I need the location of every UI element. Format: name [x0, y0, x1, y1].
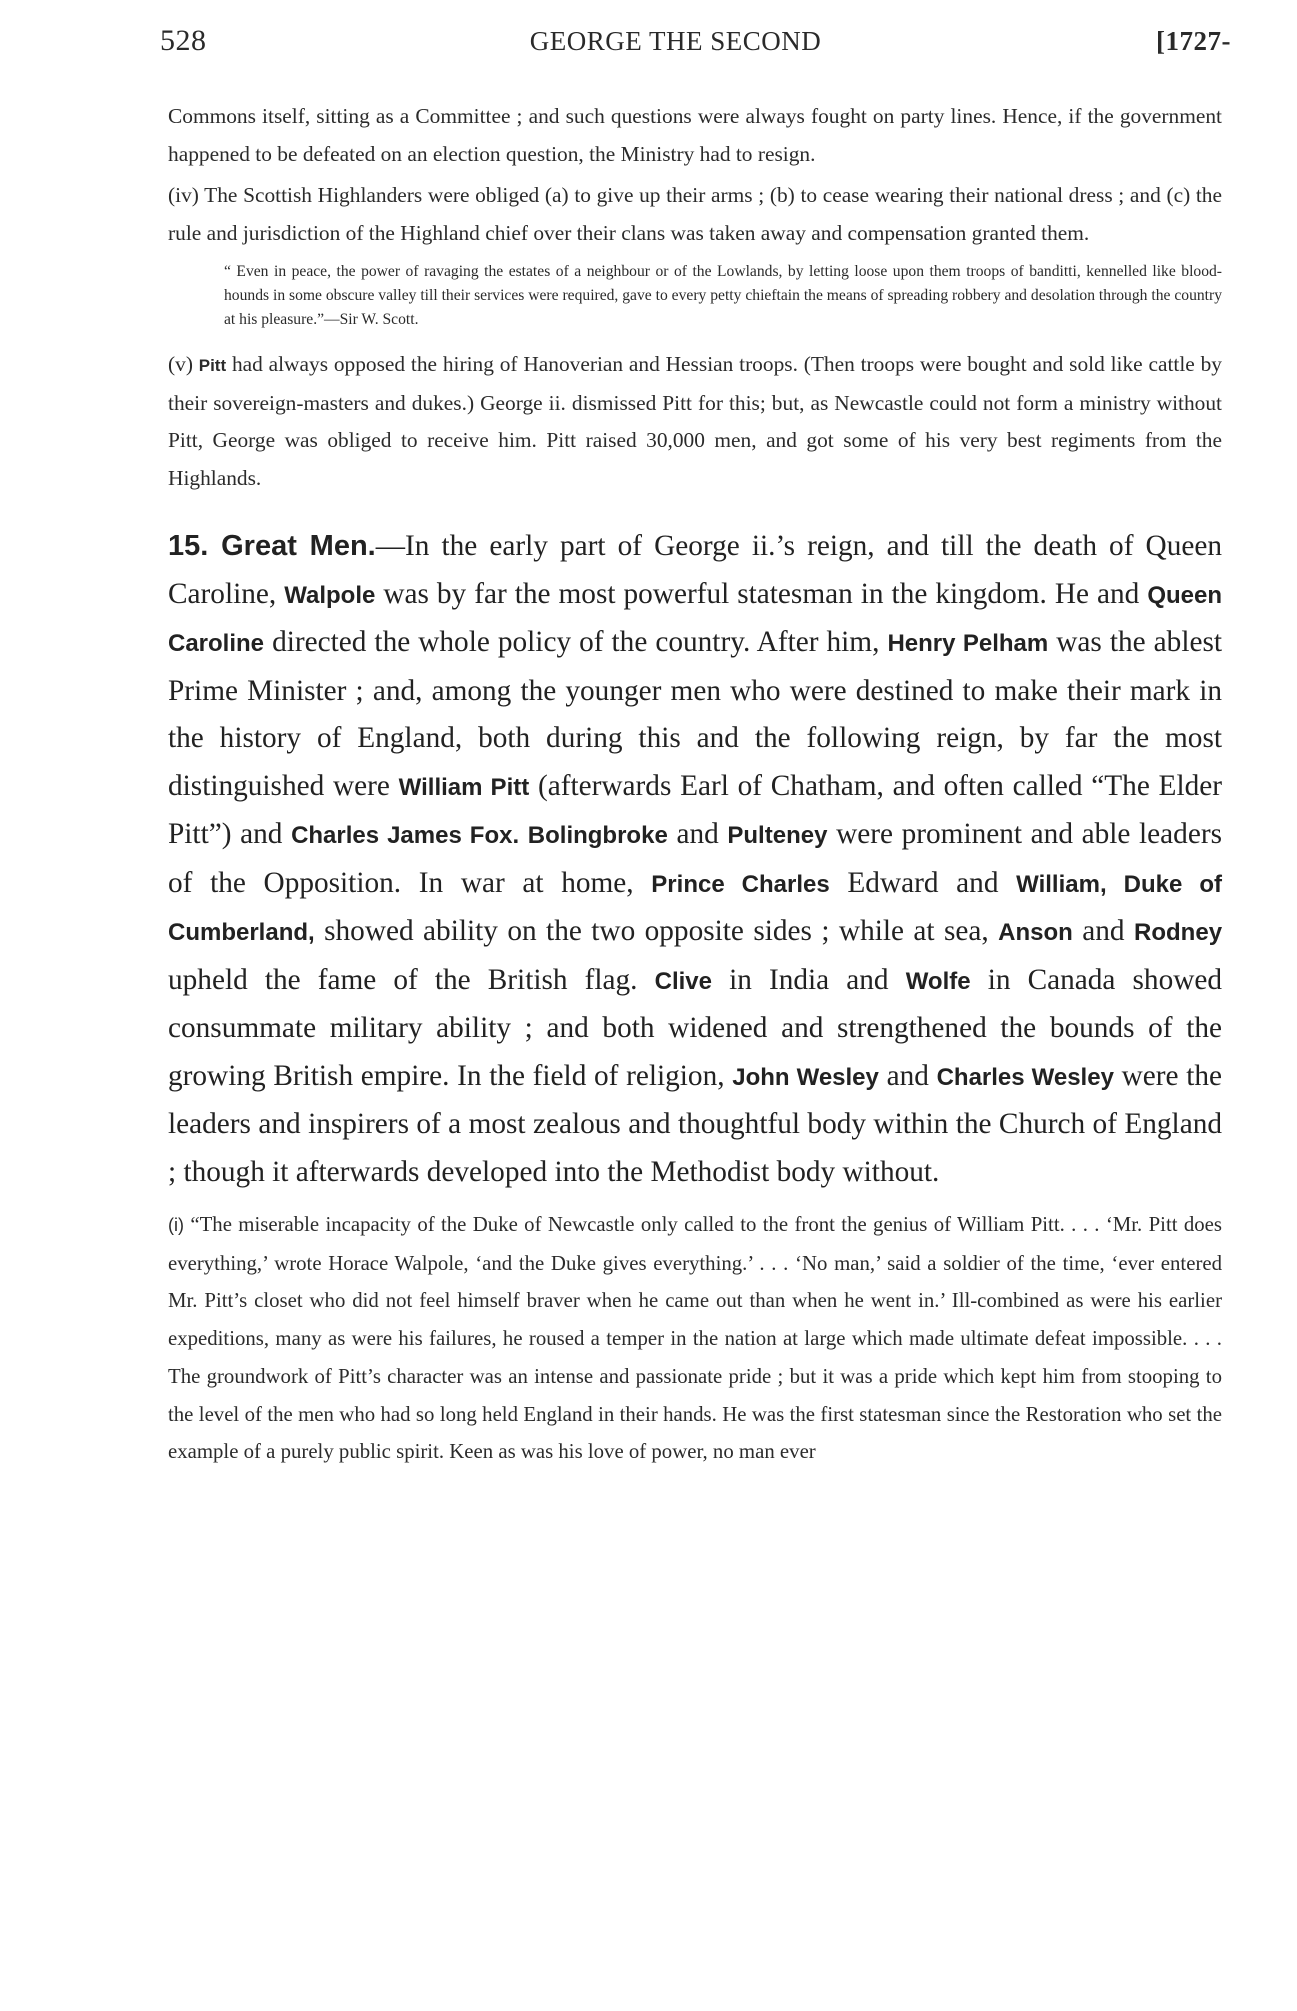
section-text-5: (afterwards Earl of Chatham, and often called “The Elder Pitt”) and	[168, 769, 1223, 850]
running-title: GEORGE THE SECOND	[529, 26, 822, 56]
name-william-pitt: William Pitt	[398, 773, 530, 801]
name-charles-wesley: Charles Wesley	[936, 1063, 1114, 1091]
paragraph-v-number: (v)	[168, 352, 193, 376]
section-15-paragraph	[168, 523, 1222, 1196]
running-header	[160, 16, 1231, 72]
section-text-11: upheld the fame of the British flag.	[168, 963, 638, 996]
section-text-7: were prominent and able leaders of the Opposition. In war at home,	[168, 818, 1222, 899]
paragraph-v	[168, 346, 1222, 497]
paragraph-continued: Commons itself, sitting as a Committee ; and such questions were always fought on party lines. Hence, if the government happened to be defeated on an election question, the Ministry had to resign.	[168, 104, 1222, 166]
name-anson: Anson	[998, 919, 1073, 946]
name-prince-charles: Prince Charles	[651, 870, 830, 898]
section-text-9: showed ability on the two opposite sides ; while at sea,	[324, 915, 989, 947]
paragraph-iv: (iv) The Scottish Highlanders were obliged (a) to give up their arms ; (b) to cease wearing their national dress ; and (c) the rule and jurisdiction of the Highland chief over their clans was taken away and compensation granted them.	[168, 183, 1222, 245]
section-text-12: in India and	[729, 963, 889, 996]
name-clive: Clive	[654, 967, 712, 995]
name-charles-james-fox: Charles James Fox.	[291, 822, 520, 849]
section-text-14: and	[886, 1059, 929, 1092]
section-text-3: directed the whole policy of the country. After him,	[272, 626, 880, 658]
section-text-13: in Canada showed consummate military ability ; and both widened and strengthened the bounds of the growing British empire. In the field of religion,	[168, 963, 1223, 1092]
name-henry-pelham: Henry Pelham	[887, 630, 1049, 657]
page-number: 528	[160, 24, 207, 57]
scott-quotation: “ Even in peace, the power of ravaging the estates of a neighbour or of the Lowlands, by letting loose upon them troops of banditti, kennelled like blood-hounds in some obscure valley till their services were required, gave to every petty chieftain the means of spreading robbery and desolation through the country at his pleasure.”—Sir W. Scott.	[224, 263, 1222, 328]
section-text-8: Edward and	[847, 866, 999, 899]
note-i-text: “The miserable incapacity of the Duke of Newcastle only called to the front the genius of William Pitt. . . . ‘Mr. Pitt does everything,’ wrote Horace Walpole, ‘and the Duke gives everything.’ . . . ‘No man,’ said a soldier of the time, ‘ever entered Mr. Pitt’s closet who did not feel himself braver when he came out than when he went in.’ Ill-combined as were his earlier expeditions, many as were his failures, he roused a temper in the nation at large which made ultimate defeat impossible. . . . The groundwork of Pitt’s character was an intense and passionate pride ; but it was a pride which kept him from stooping to the level of the men who had so long held England in their hands. He was the first statesman since the Restoration who set the example of a purely public spirit. Keen as was his love of power, no man ever	[168, 1213, 1222, 1464]
section-text-1: —In the early part of George ii.’s reign, and till the death of Queen Caroline,	[168, 530, 1222, 610]
paragraph-v-lead-name: Pitt	[198, 356, 227, 375]
name-wolfe: Wolfe	[905, 967, 971, 995]
section-text-4: was the ablest Prime Minister ; and, among the younger men who were destined to make their mark in the history of England, both during this and the following reign, by far the most distinguished were	[168, 626, 1223, 802]
section-text-2: was by far the most powerful statesman in the kingdom. He and	[383, 577, 1140, 610]
paragraph-v-text: had always opposed the hiring of Hanoverian and Hessian troops. (Then troops were bought and sold like cattle by their sovereign-masters and dukes.) George ii. dismissed Pitt for this; but, as Newcastle could not form a ministry without Pitt, George was obliged to receive him. Pitt raised 30,000 men, and got some of his very best regiments from the Highlands.	[168, 352, 1222, 490]
note-i	[168, 1206, 1222, 1471]
name-rodney: Rodney	[1134, 919, 1223, 946]
section-text-15: were the leaders and inspirers of a most zealous and thoughtful body within the Church of England ; though it afterwards developed into the Methodist body without.	[168, 1059, 1222, 1188]
name-john-wesley: John Wesley	[732, 1063, 879, 1091]
name-duke-of-cumberland: William, Duke of Cumberland,	[168, 870, 1222, 946]
section-heading: 15. Great Men.	[168, 530, 376, 562]
name-bolingbroke: Bolingbroke	[527, 822, 668, 849]
name-queen-caroline: Queen Caroline	[168, 581, 1222, 657]
page-body	[168, 98, 1222, 1471]
name-pulteney: Pulteney	[727, 822, 828, 849]
section-text-10: and	[1082, 915, 1125, 947]
year-marker: [1727-	[1156, 26, 1231, 56]
section-text-6: and	[676, 818, 719, 850]
name-walpole: Walpole	[284, 581, 376, 609]
note-i-number: (i)	[168, 1215, 184, 1235]
